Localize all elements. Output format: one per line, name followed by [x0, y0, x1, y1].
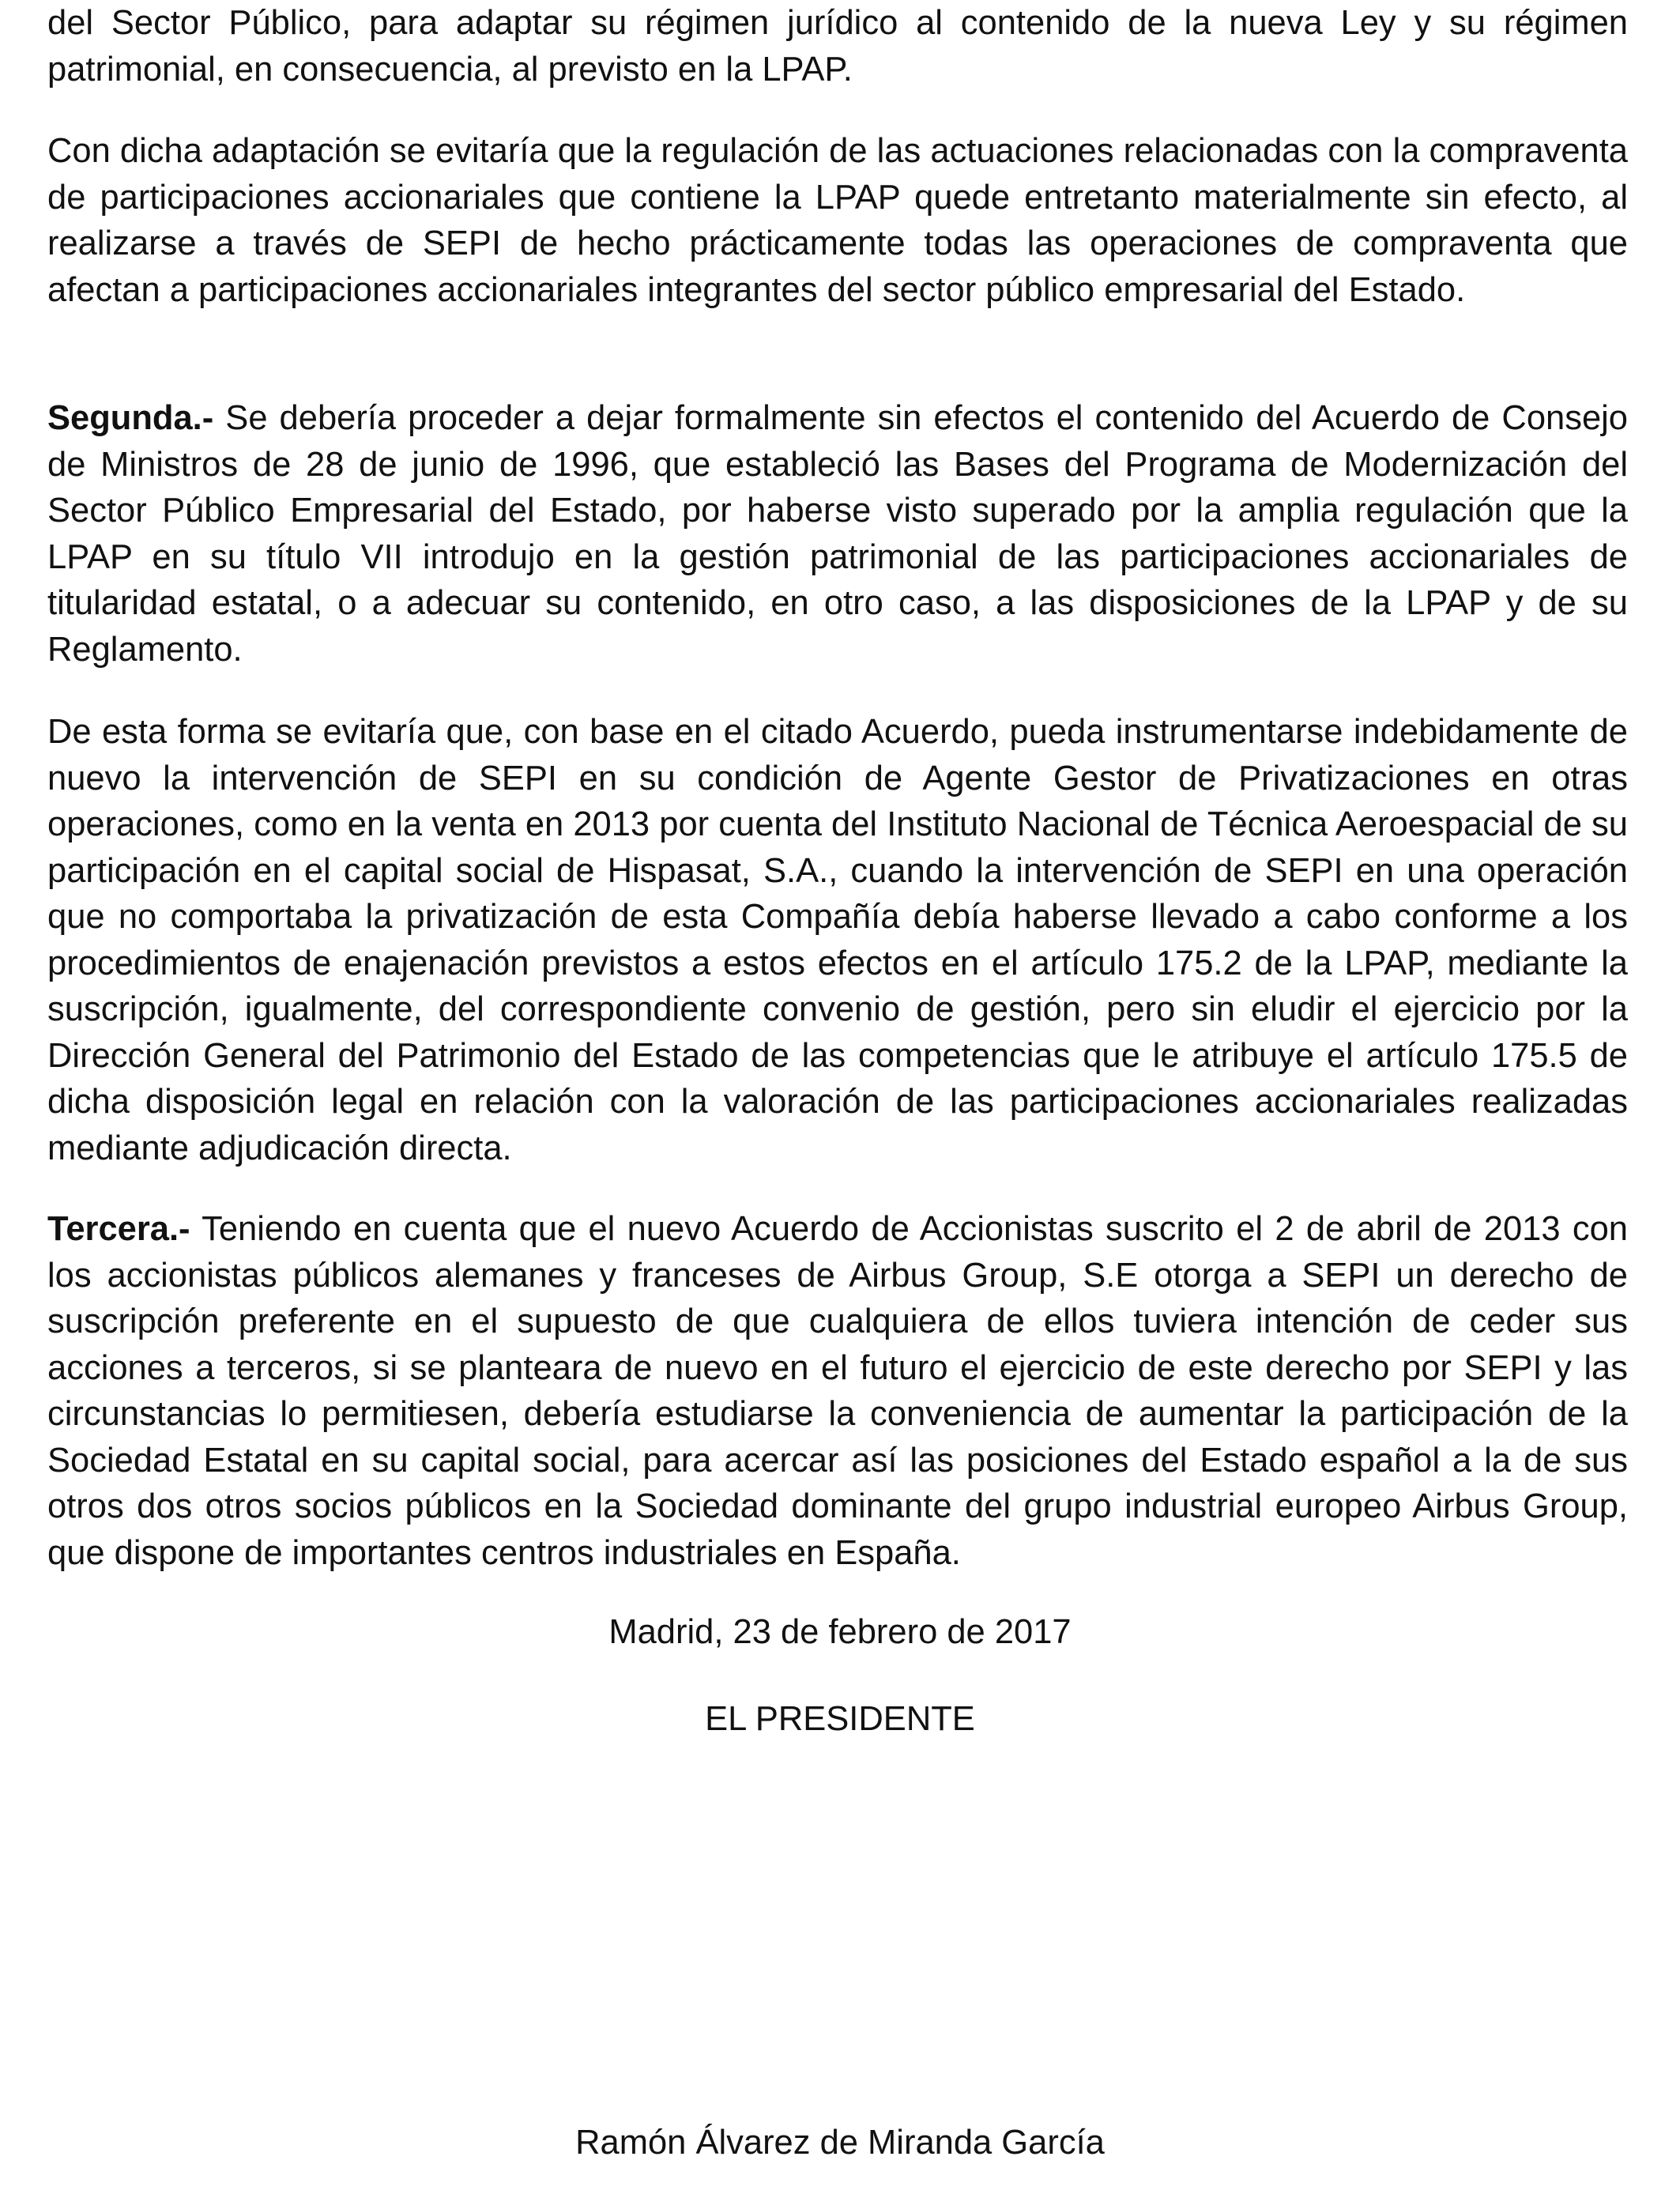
paragraph-lead-heading: Tercera.- [47, 1210, 190, 1248]
place-date: Madrid, 23 de febrero de 2017 [608, 1613, 1072, 1651]
paragraph-text: Con dicha adaptación se evitaría que la regulación de las actuaciones relacionadas con la compraventa de participaciones accionariales que contiene la LPAP quede entretanto materialmente sin efecto, al realizarse a través de SEPI de hecho prácticamente todas las operaciones de compraventa que afectan a participaciones accionariales integrantes del sector público empresarial del Estado. [47, 132, 1628, 309]
signatory-role: EL PRESIDENTE [705, 1700, 975, 1738]
paragraph-lead-heading: Segunda.- [47, 399, 214, 437]
paragraph-de-esta-forma [47, 709, 1628, 1171]
paragraph-continuation [47, 0, 1628, 92]
paragraph-adaptation [47, 128, 1628, 313]
paragraph-text: Teniendo en cuenta que el nuevo Acuerdo de Accionistas suscrito el 2 de abril de 2013 con los accionistas públicos alemanes y franceses de Airbus Group, S.E otorga a SEPI un derecho de suscripción preferente en el supuesto de que cualquiera de ellos tuviera intención de ceder sus acciones a terceros, si se planteara de nuevo en el futuro el ejercicio de este derecho por SEPI y las circunstancias lo permitiesen, debería estudiarse la conveniencia de aumentar la participación de la Sociedad Estatal en su capital social, para acercar así las posiciones del Estado español a la de sus otros dos otros socios públicos en la Sociedad dominante del grupo industrial europeo Airbus Group, que dispone de importantes centros industriales en España. [47, 1210, 1628, 1572]
signatory-name: Ramón Álvarez de Miranda García [575, 2124, 1105, 2162]
paragraph-text: Se debería proceder a dejar formalmente sin efectos el contenido del Acuerdo de Consejo de Ministros de 28 de junio de 1996, que estableció las Bases del Programa de Modernización del Sector Público Empresarial del Estado, por haberse visto superado por la amplia regulación que la LPAP en su título VII introdujo en la gestión patrimonial de las participaciones accionariales de titularidad estatal, o a adecuar su contenido, en otro caso, a las disposiciones de la LPAP y de su Reglamento. [47, 399, 1628, 669]
paragraph-segunda [47, 395, 1628, 673]
paragraph-tercera [47, 1206, 1628, 1576]
paragraph-text: De esta forma se evitaría que, con base en el citado Acuerdo, pueda instrumentarse indebidamente de nuevo la intervención de SEPI en su condición de Agente Gestor de Privatizaciones en otras operaciones, como en la venta en 2013 por cuenta del Instituto Nacional de Técnica Aeroespacial de su participación en el capital social de Hispasat, S.A., cuando la intervención de SEPI en una operación que no comportaba la privatización de esta Compañía debía haberse llevado a cabo conforme a los procedimientos de enajenación previstos a estos efectos en el artículo 175.2 de la LPAP, mediante la suscripción, igualmente, del correspondiente convenio de gestión, pero sin eludir el ejercicio por la Dirección General del Patrimonio del Estado de las competencias que le atribuye el artículo 175.5 de dicha disposición legal en relación con la valoración de las participaciones accionariales realizadas mediante adjudicación directa. [47, 713, 1628, 1167]
paragraph-text: del Sector Público, para adaptar su régimen jurídico al contenido de la nueva Ley y su régimen patrimonial, en consecuencia, al previsto en la LPAP. [47, 4, 1628, 89]
